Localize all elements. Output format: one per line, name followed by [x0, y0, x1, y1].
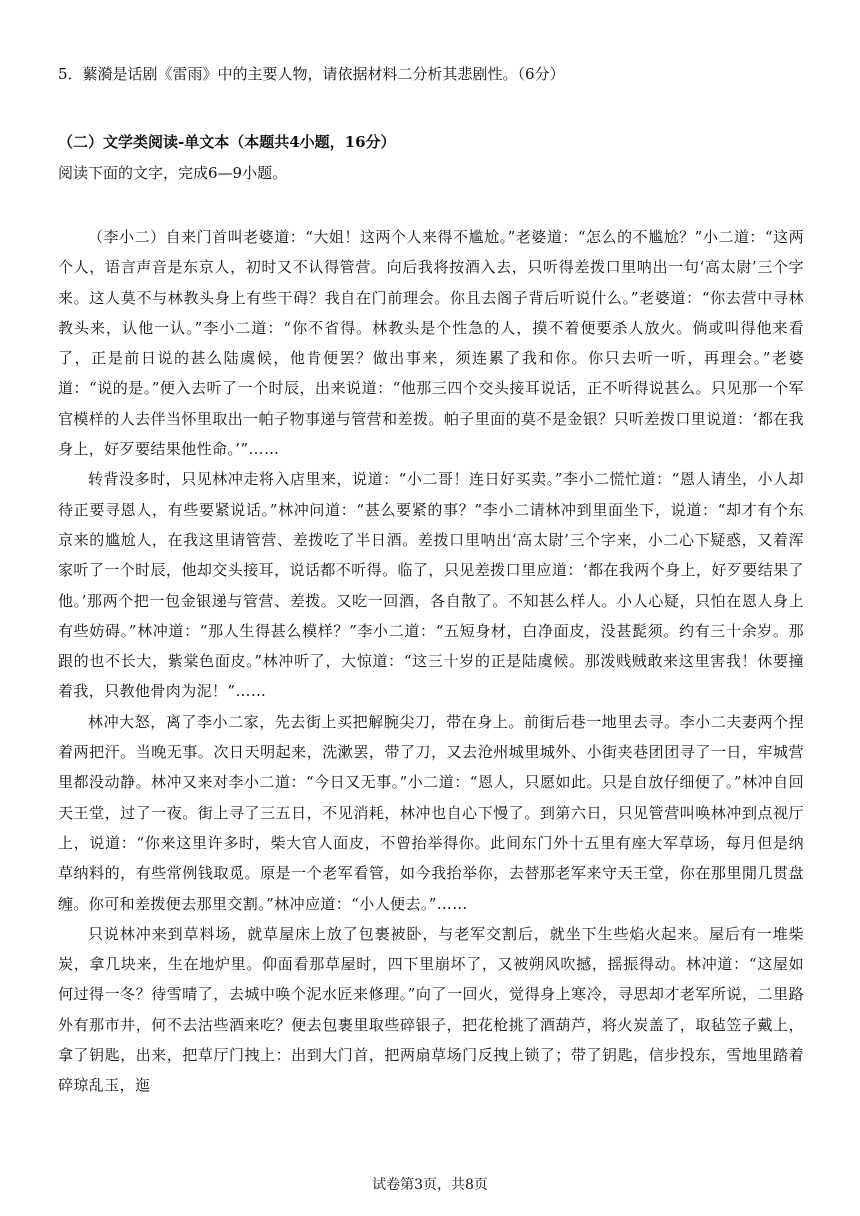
reading-passage — [58, 222, 804, 1101]
passage-paragraph: 只说林冲来到草料场，就草屋床上放了包裹被卧，与老军交割后，就坐下生些焰火起来。屋后有一堆柴炭，拿几块来，生在地炉里。仰面看那草屋时，四下里崩坏了，又被朔风吹撼，摇振得动。林冲道：“这屋如何过得一冬？待雪晴了，去城中唤个泥水匠来修理。”向了一回火，觉得身上寒冷，寻思却才老军所说，二里路外有那市井，何不去沽些酒来吃？便去包裹里取些碎银子，把花枪挑了酒葫芦，将火炭盖了，取毡笠子戴上，拿了钥匙，出来，把草厅门拽上：出到大门首，把两扇草场门反拽上锁了；带了钥匙，信步投东，雪地里踏着碎琼乱玉，迤 — [58, 924, 804, 1095]
reading-instruction: 阅读下面的文字，完成6—9小题。 — [58, 164, 288, 182]
passage-paragraph: 林冲大怒，离了李小二家，先去街上买把解腕尖刀，带在身上。前街后巷一地里去寻。李小二夫妻两个捏着两把汗。当晚无事。次日天明起来，洗漱罢，带了刀，又去沧州城里城外、小街夹巷团团寻了一日，牢城营里都没动静。林冲又来对李小二道：“今日又无事。”小二道：“恩人，只愿如此。只是自放仔细便了。”林冲自回天王堂，过了一夜。街上寻了三五日，不见消耗，林冲也自心下慢了。到第六日，只见管营叫唤林冲到点视厅上，说道：“你来这里许多时，柴大官人面皮，不曾抬举得你。此间东门外十五里有座大军草场，每月但是纳草纳料的，有些常例钱取觅。原是一个老军看管，如今我抬举你，去替那老军来守天王堂，你在那里閒几贯盘缠。你可和差拨便去那里交割。”林冲应道：“小人便去。”…… — [58, 712, 804, 913]
passage-paragraph: （李小二）自来门首叫老婆道：“大姐！这两个人来得不尴尬。”老婆道：“怎么的不尴尬？”小二道：“这两个人，语言声音是东京人，初时又不认得管营。向后我将按酒入去，只听得差拨口里呐出一句‘高太尉’三个字来。这人莫不与林教头身上有些干碍？我自在门前理会。你且去阁子背后听说什么。”老婆道：“你去营中寻林教头来，认他一认。”李小二道：“你不省得。林教头是个性急的人，摸不着便要杀人放火。倘或叫得他来看了，正是前日说的甚么陆虞候，他肯便罢？做出事来，须连累了我和你。你只去听一听，再理会。”老婆道：“说的是。”便入去听了一个时辰，出来说道：“他那三四个交头接耳说话，正不听得说甚么。只见那一个军官模样的人去伴当怀里取出一帕子物事递与管营和差拨。帕子里面的莫不是金银？只听差拨口里说道：‘都在我身上，好歹要结果他性命。’”…… — [58, 228, 804, 459]
section-title: （二）文学类阅读-单文本（本题共4小题，16分） — [58, 133, 396, 151]
passage-paragraph: 转背没多时，只见林冲走将入店里来，说道：“小二哥！连日好买卖。”李小二慌忙道：“恩人请坐，小人却待正要寻恩人，有些要紧说话。”林冲问道：“甚么要紧的事？”李小二请林冲到里面坐下，说道：“却才有个东京来的尴尬人，在我这里请管营、差拨吃了半日酒。差拨口里呐出‘高太尉’三个字来，小二心下疑惑，又着浑家听了一个时辰，他却交头接耳，说话都不听得。临了，只见差拨口里应道：‘都在我两个身上，好歹要结果了他。’那两个把一包金银递与管营、差拨。又吃一回酒，各自散了。不知甚么样人。小人心疑，只怕在恩人身上有些妨碍。”林冲道：“那人生得甚么模样？”李小二道：“五短身材，白净面皮，没甚髭须。约有三十余岁。那跟的也不长大，紫棠色面皮。”林冲听了，大惊道：“这三十岁的正是陆虞候。那泼贱贼敢来这里害我！休要撞着我，只教他骨肉为泥！”…… — [58, 470, 804, 701]
page-footer: 试卷第3页，共8页 — [372, 1177, 488, 1193]
question-5: 5．蘩漪是话剧《雷雨》中的主要人物，请依据材料二分析其悲剧性。（6分） — [58, 65, 565, 83]
